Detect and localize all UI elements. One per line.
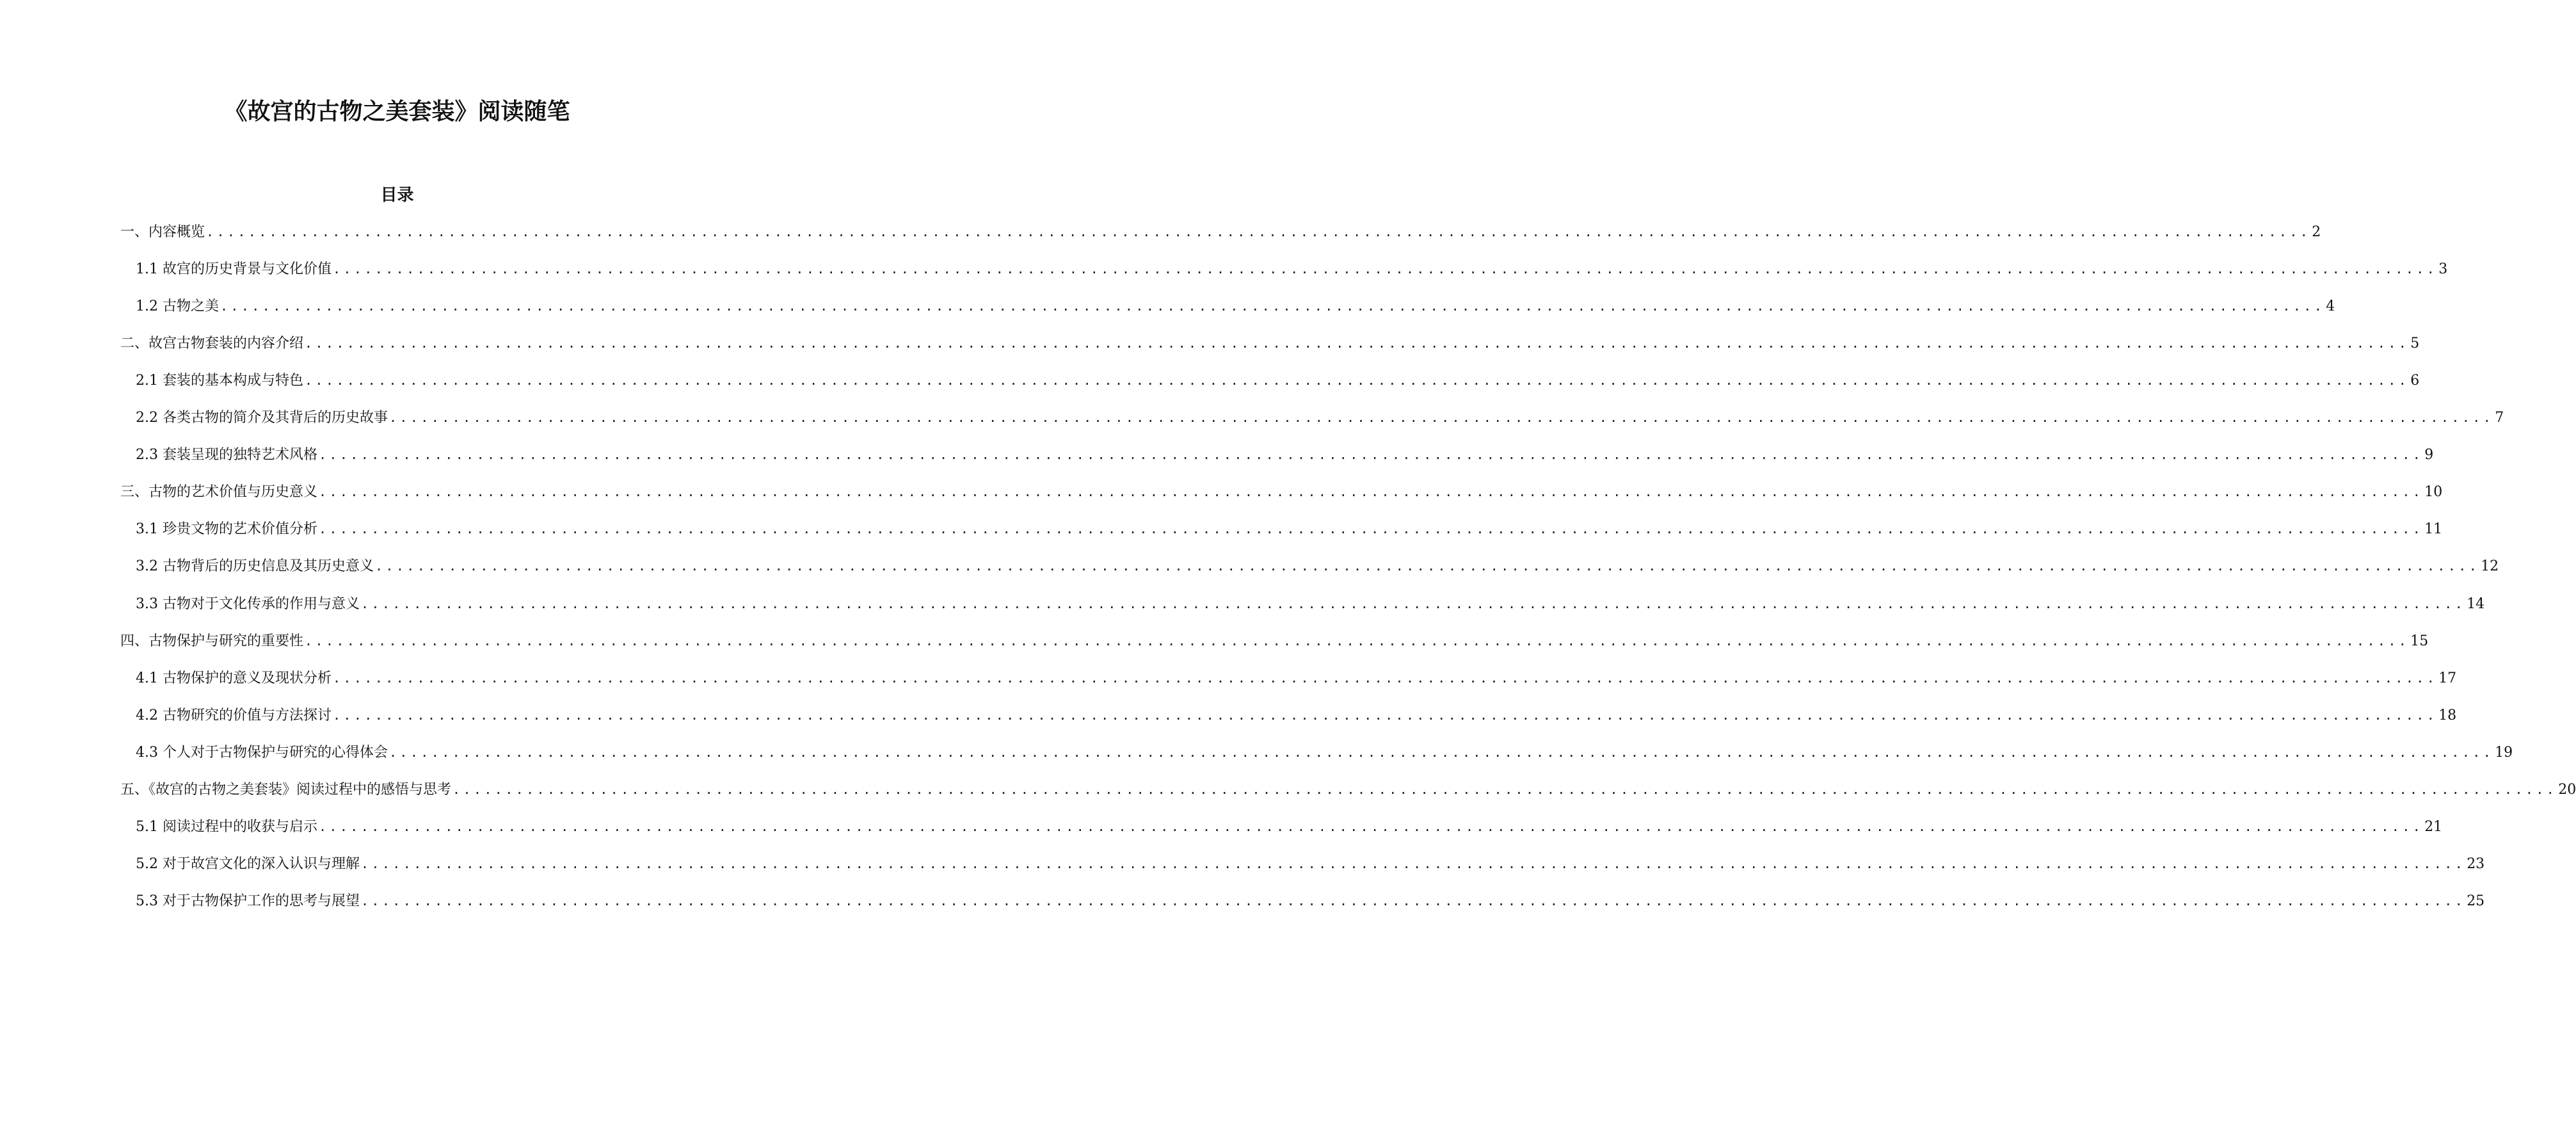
toc-dot-leader: ........................................................................................................................................................................................................ [360, 596, 2466, 611]
toc-page-number: 18 [2438, 707, 2457, 723]
toc-page-number: 4 [2326, 298, 2335, 314]
toc-page-number: 15 [2410, 633, 2429, 649]
toc-page-number: 7 [2495, 410, 2504, 426]
toc-section-entry[interactable] [120, 222, 2321, 241]
toc-entry-label: 一、内容概览 [120, 224, 205, 240]
toc-page-number: 2 [2312, 224, 2321, 240]
toc-page-number: 20 [2558, 782, 2576, 798]
toc-entry-label: 二、故宫古物套装的内容介绍 [120, 335, 304, 351]
toc-page-number: 6 [2410, 373, 2420, 389]
toc-page-number: 10 [2424, 484, 2443, 500]
toc-section-entry[interactable] [120, 780, 2576, 799]
toc-subsection-entry[interactable] [136, 556, 2499, 576]
toc-subsection-entry[interactable] [136, 854, 2485, 873]
toc-entry-label: 5.2 对于故宫文化的深入认识与理解 [136, 856, 360, 872]
toc-dot-leader: ........................................................................................................................................................................................................ [206, 224, 2311, 239]
toc-section-entry[interactable] [120, 631, 2429, 650]
toc-dot-leader: ........................................................................................................................................................................................................ [304, 373, 2410, 388]
toc-dot-leader: ........................................................................................................................................................................................................ [318, 819, 2424, 834]
toc-dot-leader: ........................................................................................................................................................................................................ [318, 447, 2424, 462]
toc-dot-leader: ........................................................................................................................................................................................................ [388, 745, 2494, 760]
toc-page-number: 3 [2438, 261, 2448, 277]
toc-entry-label: 三、古物的艺术价值与历史意义 [120, 484, 318, 500]
toc-dot-leader: ........................................................................................................................................................................................................ [332, 670, 2438, 686]
toc-subsection-entry[interactable] [136, 743, 2513, 762]
toc-entry-label: 2.3 套装呈现的独特艺术风格 [136, 447, 317, 463]
toc-subsection-entry[interactable] [136, 891, 2485, 910]
toc-dot-leader: ........................................................................................................................................................................................................ [220, 298, 2325, 314]
toc-dot-leader: ........................................................................................................................................................................................................ [319, 484, 2424, 499]
toc-subsection-entry[interactable] [136, 445, 2434, 464]
toc-page-number: 14 [2467, 596, 2485, 612]
toc-subsection-entry[interactable] [136, 519, 2443, 538]
toc-section-entry[interactable] [120, 334, 2420, 353]
toc-dot-leader: ........................................................................................................................................................................................................ [374, 558, 2480, 574]
toc-page-number: 17 [2438, 670, 2457, 686]
toc-dot-leader: ........................................................................................................................................................................................................ [305, 633, 2410, 649]
toc-entry-label: 5.3 对于古物保护工作的思考与展望 [136, 893, 360, 909]
toc-entry-label: 五、《故宫的古物之美套装》阅读过程中的感悟与思考 [120, 782, 452, 798]
toc-subsection-entry[interactable] [136, 594, 2485, 613]
toc-entry-label: 3.3 古物对于文化传承的作用与意义 [136, 596, 360, 612]
toc-dot-leader: ........................................................................................................................................................................................................ [332, 261, 2438, 277]
toc-entry-label: 3.2 古物背后的历史信息及其历史意义 [136, 558, 374, 574]
toc-dot-leader: ........................................................................................................................................................................................................ [360, 893, 2466, 909]
toc-page-number: 5 [2410, 335, 2420, 351]
toc-dot-leader: ........................................................................................................................................................................................................ [452, 782, 2557, 797]
toc-dot-leader: ........................................................................................................................................................................................................ [360, 856, 2466, 871]
toc-subsection-entry[interactable] [136, 296, 2335, 316]
toc-subsection-entry[interactable] [136, 259, 2448, 279]
toc-subsection-entry[interactable] [136, 706, 2457, 725]
toc-entry-label: 4.2 古物研究的价值与方法探讨 [136, 707, 332, 723]
toc-entry-label: 1.1 故宫的历史背景与文化价值 [136, 261, 332, 277]
toc-subsection-entry[interactable] [136, 817, 2443, 836]
toc-entry-label: 2.2 各类古物的简介及其背后的历史故事 [136, 410, 388, 426]
toc-page-number: 25 [2467, 893, 2485, 909]
toc-page-number: 23 [2467, 856, 2485, 872]
toc-entry-label: 5.1 阅读过程中的收获与启示 [136, 819, 317, 835]
toc-dot-leader: ........................................................................................................................................................................................................ [318, 521, 2424, 537]
toc-subsection-entry[interactable] [136, 408, 2504, 427]
toc-entry-label: 4.3 个人对于古物保护与研究的心得体会 [136, 745, 388, 761]
toc-section-entry[interactable] [120, 482, 2443, 501]
toc-entry-label: 3.1 珍贵文物的艺术价值分析 [136, 521, 317, 537]
toc-page-number: 11 [2424, 521, 2443, 537]
toc-subsection-entry[interactable] [136, 371, 2420, 390]
toc-subsection-entry[interactable] [136, 668, 2457, 688]
toc-page-number: 12 [2481, 558, 2499, 574]
toc-dot-leader: ........................................................................................................................................................................................................ [388, 410, 2494, 425]
toc-entry-label: 4.1 古物保护的意义及现状分析 [136, 670, 332, 686]
toc-dot-leader: ........................................................................................................................................................................................................ [332, 707, 2438, 723]
toc-page-number: 9 [2424, 447, 2434, 463]
toc-dot-leader: ........................................................................................................................................................................................................ [305, 335, 2410, 351]
toc-page-number: 21 [2424, 819, 2443, 835]
toc-entry-label: 2.1 套装的基本构成与特色 [136, 373, 303, 389]
toc-page-number: 19 [2495, 745, 2513, 761]
toc-entry-label: 四、古物保护与研究的重要性 [120, 633, 304, 649]
document-title: 《故宫的古物之美套装》阅读随笔 [224, 98, 570, 125]
toc-entry-label: 1.2 古物之美 [136, 298, 219, 314]
toc-heading: 目录 [380, 186, 414, 205]
